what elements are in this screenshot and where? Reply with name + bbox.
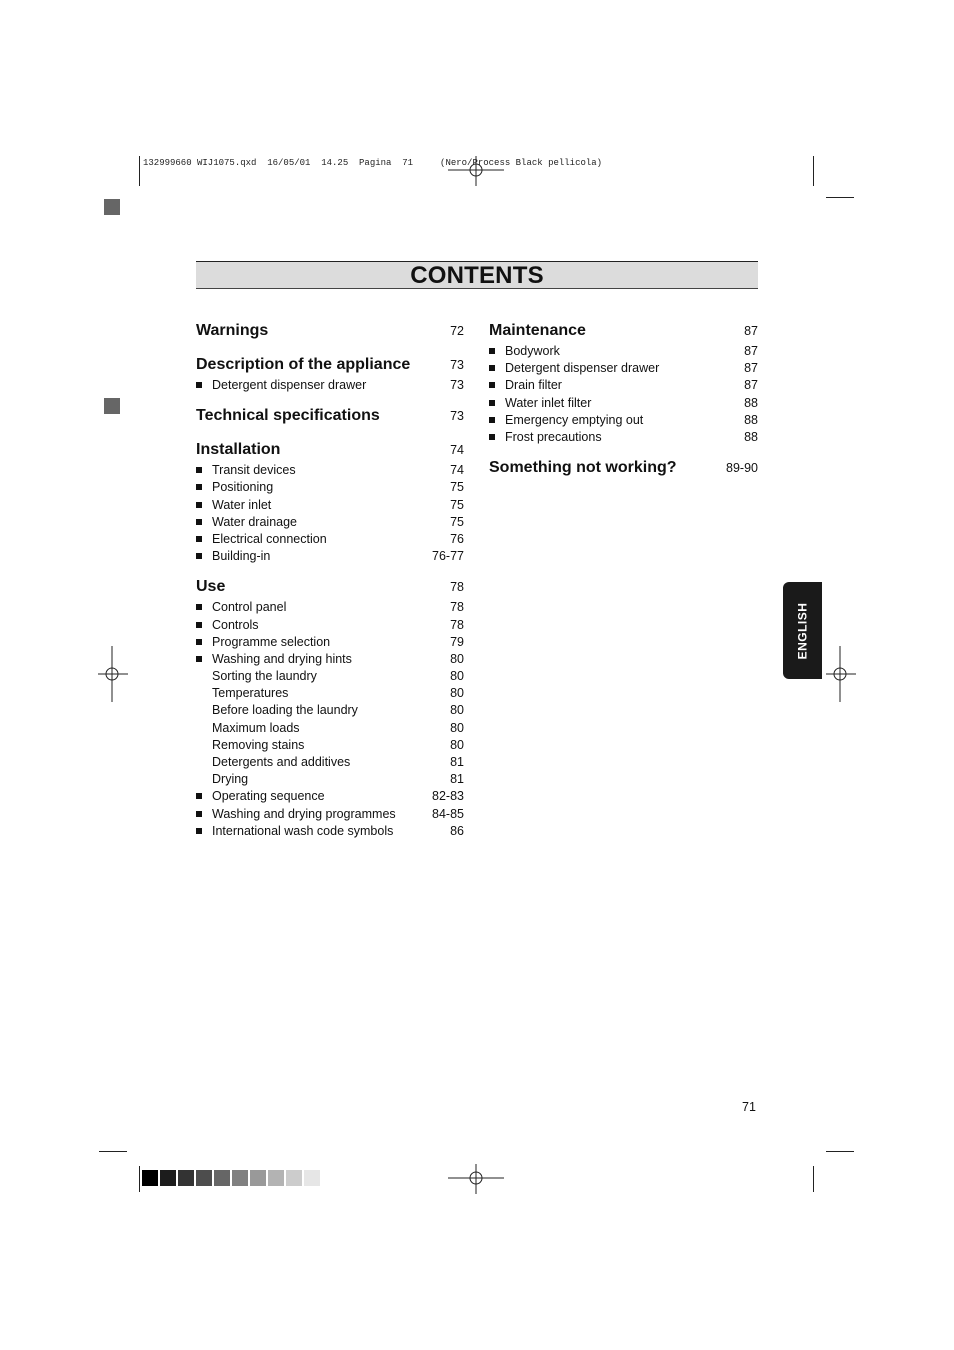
toc-section-page: 74 [450,443,464,458]
toc-section-heading[interactable] [196,322,464,343]
toc-entry-label: Temperatures [212,686,289,701]
toc-entry-label: Detergents and additives [212,755,351,769]
toc-section-title: Something not working? [489,459,677,477]
toc-entry[interactable] [489,429,758,446]
toc-entry[interactable] [196,377,464,394]
toc-section [196,407,464,428]
toc-entry-page: 75 [450,480,464,495]
registration-target-icon [448,156,504,186]
toc-entry-page: 78 [450,617,464,632]
toc-entry[interactable] [196,531,464,548]
toc-entry-page: 81 [450,755,464,769]
registration-target-icon [98,646,128,702]
toc-entry-label: Sorting the laundry [212,669,317,684]
toc-section-title: Use [196,578,226,596]
toc-entry[interactable] [196,668,464,685]
contents-right-column [489,322,758,493]
toc-section-heading[interactable] [196,407,464,428]
toc-entry[interactable] [196,462,464,479]
toc-entry-page: 80 [450,669,464,684]
toc-entry[interactable] [196,737,464,754]
toc-entry[interactable] [196,599,464,616]
toc-entry-label: Control panel [196,599,286,616]
toc-section-title: Description of the appliance [196,356,411,373]
toc-entry[interactable] [489,412,758,429]
toc-entry-label: Operating sequence [196,788,325,805]
toc-section-heading[interactable] [196,441,464,462]
toc-entry-page: 87 [744,344,758,358]
toc-entry-page: 78 [450,600,464,615]
toc-entry[interactable] [196,479,464,496]
toc-entry-label: Removing stains [212,737,305,752]
toc-entry-page: 74 [450,463,464,478]
language-tab-label: ENGLISH [795,602,810,659]
toc-entry-page: 76-77 [432,549,464,564]
toc-entry-page: 80 [450,686,464,701]
toc-section-title: Warnings [196,322,269,339]
toc-entry[interactable] [196,754,464,771]
toc-entry-page: 88 [744,429,758,444]
toc-entry-page: 87 [744,361,758,376]
toc-entry-page: 84-85 [432,806,464,821]
toc-entry-label: Controls [196,617,259,634]
toc-entry[interactable] [196,548,464,565]
toc-entry-page: 76 [450,531,464,546]
toc-section-page: 72 [450,324,464,338]
crop-mark [139,1166,140,1192]
toc-entry-label: International wash code symbols [196,823,393,840]
toc-entry[interactable] [489,395,758,412]
toc-entry-label: Programme selection [196,634,330,651]
toc-entry-label: Electrical connection [196,531,327,548]
registration-target-icon [448,1164,504,1194]
toc-entry[interactable] [196,788,464,805]
toc-entry-label: Maximum loads [212,720,300,735]
toc-entry-label: Water inlet filter [489,395,591,412]
toc-entry-label: Detergent dispenser drawer [489,360,659,377]
toc-entry[interactable] [489,343,758,360]
toc-entry-page: 81 [450,772,464,787]
color-swatch [268,1170,284,1186]
registration-square [104,398,120,414]
color-swatch [178,1170,194,1186]
toc-section-heading[interactable] [196,578,464,599]
toc-entry-page: 88 [744,412,758,427]
toc-entry-page: 75 [450,514,464,529]
crop-mark [813,156,814,186]
toc-entry-page: 87 [744,378,758,393]
color-swatch [304,1170,320,1186]
crop-mark [813,1166,814,1192]
toc-entry-page: 88 [744,395,758,410]
crop-mark [826,1151,854,1152]
toc-entry-page: 73 [450,378,464,392]
toc-section [489,459,758,480]
crop-mark [99,1151,127,1152]
crop-mark [826,197,854,198]
toc-entry[interactable] [196,771,464,788]
page-title: CONTENTS [410,262,544,289]
toc-entry[interactable] [196,634,464,651]
crop-mark [139,156,140,186]
toc-entry-label: Drying [212,772,249,787]
language-tab [783,582,822,679]
toc-entry-label: Before loading the laundry [212,703,358,718]
toc-entry-label: Water drainage [196,514,297,531]
color-swatch [286,1170,302,1186]
toc-section-title: Technical specifications [196,407,380,425]
print-slug: 132999660 WIJ1075.qxd 16/05/01 14.25 Pagina 71 (Nero/Process Black pellicola) [143,158,603,168]
color-swatch [232,1170,248,1186]
toc-section-page: 89-90 [726,461,758,476]
color-swatch [196,1170,212,1186]
color-swatch [250,1170,266,1186]
toc-entry-label: Positioning [196,479,273,496]
contents-left-column [196,322,464,853]
toc-entry[interactable] [489,360,758,377]
toc-entry[interactable] [196,617,464,634]
color-swatch [142,1170,158,1186]
toc-entry-label: Drain filter [489,377,562,394]
toc-section [196,441,464,565]
toc-section-page: 73 [450,409,464,424]
toc-entry-page: 75 [450,497,464,512]
toc-entry[interactable] [196,497,464,514]
color-swatch-strip [142,1170,322,1186]
toc-entry[interactable] [196,651,464,668]
toc-entry-page: 86 [450,823,464,838]
toc-section-heading[interactable] [489,322,758,343]
toc-entry[interactable] [196,702,464,719]
toc-entry-label: Washing and drying programmes [196,806,396,823]
toc-entry-label: Building-in [196,548,270,565]
color-swatch [160,1170,176,1186]
toc-entry-page: 80 [450,737,464,752]
toc-entry[interactable] [196,685,464,702]
toc-entry[interactable] [196,806,464,823]
page-number: 71 [742,1100,756,1114]
toc-entry[interactable] [196,823,464,840]
registration-target-icon [826,646,856,702]
toc-entry-label: Transit devices [196,462,296,479]
toc-section [489,322,758,446]
toc-entry-label: Detergent dispenser drawer [196,377,366,394]
toc-entry-page: 82-83 [432,789,464,804]
toc-section [196,356,464,394]
toc-section [196,322,464,343]
toc-section-title: Installation [196,441,281,459]
toc-section-heading[interactable] [196,356,464,377]
toc-entry-label: Frost precautions [489,429,602,446]
toc-entry-label: Water inlet [196,497,271,514]
toc-entry-label: Washing and drying hints [196,651,352,668]
registration-square [104,199,120,215]
toc-entry[interactable] [489,377,758,394]
toc-entry-page: 79 [450,634,464,649]
toc-entry[interactable] [196,720,464,737]
toc-entry-page: 80 [450,720,464,735]
toc-section-heading[interactable] [489,459,758,480]
toc-section-page: 73 [450,358,464,372]
contents-title-bar [196,261,758,289]
color-swatch [214,1170,230,1186]
toc-section-title: Maintenance [489,322,586,339]
toc-section [196,578,464,840]
toc-section-page: 78 [450,580,464,595]
toc-section-page: 87 [744,324,758,338]
toc-entry-label: Emergency emptying out [489,412,643,429]
toc-entry-label: Bodywork [489,343,560,360]
toc-entry-page: 80 [450,651,464,666]
toc-entry-page: 80 [450,703,464,718]
toc-entry[interactable] [196,514,464,531]
